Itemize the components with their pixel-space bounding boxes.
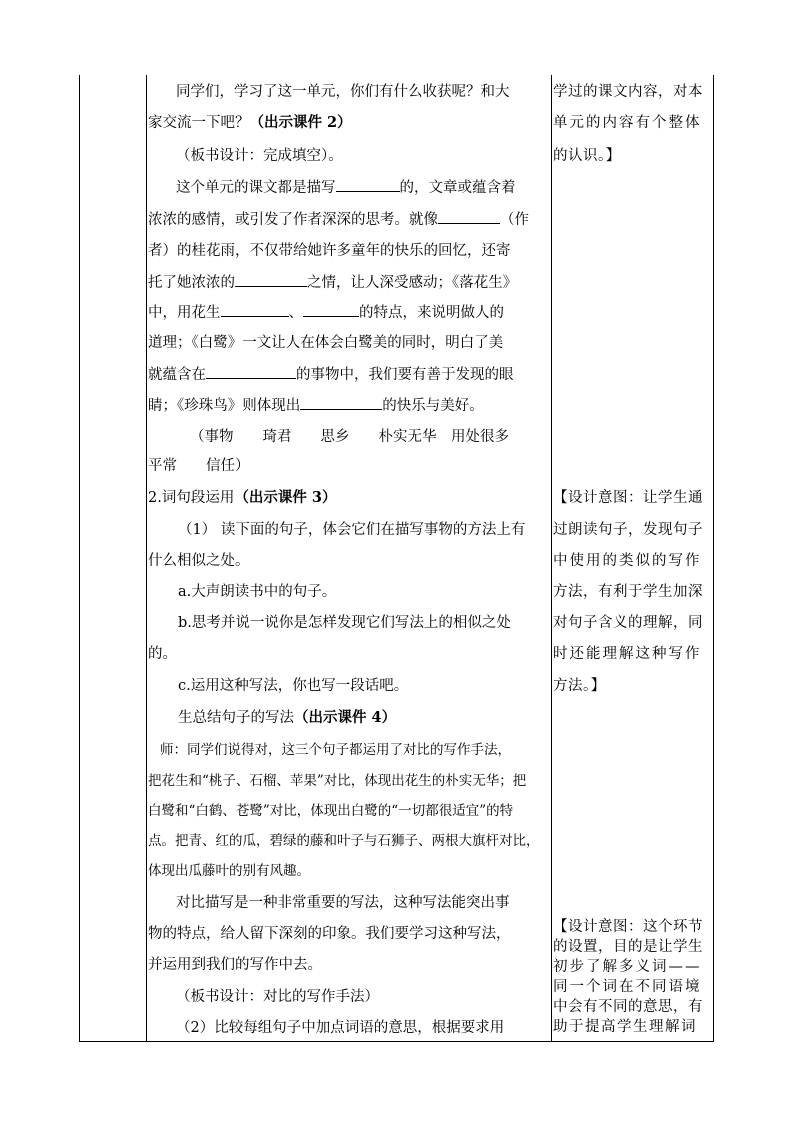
fill-blank-line6: 道理；《白鹭》一文让人在体会白鹭美的同时，明白了美: [148, 335, 504, 351]
note-2-line7: 方法。】: [553, 678, 606, 694]
blank-6: [206, 364, 296, 379]
courseware-ref-4: （出示课件 4）: [294, 709, 397, 726]
table-border-col1: [146, 75, 147, 1042]
note-1-line3: 的认识。】: [553, 148, 621, 164]
teacher-line1: 师：同学们说得对，这三个句子都运用了对比的写作手法，: [160, 742, 511, 758]
fill-blank-line5: 中，用花生 、 的特点，来说明做人的: [148, 302, 504, 323]
blank-3: [235, 272, 307, 287]
note-2-line3: 中使用的类似的写作: [553, 553, 702, 569]
contrast-line3: 并运用到我们的写作中去。: [148, 957, 322, 973]
note-2-line4: 方法，有利于学生加深: [553, 584, 703, 600]
word-bank-line2: 平常 信任）: [148, 458, 250, 474]
board-note-fill: （板书设计：完成填空）。: [176, 148, 343, 164]
fill-blank-line3: 者）的桂花雨，不仅带给她许多童年的快乐的回忆，还寄: [148, 243, 511, 259]
step-a: a.大声朗读书中的句子。: [178, 584, 337, 600]
step-b-line1: b.思考并说一说你是怎样发现它们写法上的相似之处: [178, 615, 511, 631]
blank-4: [221, 302, 289, 317]
blank-5: [303, 302, 359, 317]
note-1-line2: 单元的内容有个整体: [553, 115, 702, 131]
fill-blank-line8: 睛；《珍珠鸟》则体现出 的快乐与美好。: [148, 395, 484, 416]
para-reflection-line2: 家交流一下吧？（出示课件 2）: [148, 114, 352, 131]
blank-7: [300, 395, 382, 410]
note-3-line6: 助于提高学生理解词: [553, 1019, 697, 1035]
teacher-line3: 白鹭和“白鹤、苍鹭”对比，体现出白鹭的“一切都很适宜”的特: [148, 803, 514, 819]
note-3-line4: 同一个词在不同语境: [553, 979, 702, 995]
fill-blank-line2: 浓浓的感情，或引发了作者深深的思考。就像 （作: [148, 209, 529, 230]
note-2-line2: 过朗读句子，发现句子: [553, 522, 703, 538]
teacher-line5: 体现出瓜藤叶的别有风趣。: [148, 863, 310, 879]
contrast-line1: 对比描写是一种非常重要的写法，这种写法能突出事: [176, 895, 510, 911]
note-2-line5: 对句子含义的理解，同: [553, 615, 703, 631]
question-1-line2: 什么相似之处。: [148, 553, 250, 569]
step-b-line2: 的。: [148, 646, 177, 662]
table-border-bottom: [79, 1041, 714, 1042]
board-note-contrast: （板书设计：对比的写作手法）: [176, 989, 379, 1005]
note-1-line1: 学过的课文内容，对本: [553, 84, 703, 100]
teacher-line4: 点。把青、红的瓜，碧绿的藤和叶子与石狮子、两根大旗杆对比，: [148, 833, 540, 849]
note-3-line5: 中会有不同的意思，有: [553, 999, 703, 1015]
note-2-line1: 【设计意图：让学生通: [553, 490, 703, 506]
table-border-col2: [551, 75, 552, 1042]
note-3-line2: 的设置，目的是让学生: [553, 939, 703, 955]
fill-blank-line1: 这个单元的课文都是描写 的，文章或蕴含着: [176, 177, 516, 198]
contrast-line2: 物的特点，给人留下深刻的印象。我们要学习这种写法，: [148, 926, 511, 942]
word-bank-line1: （事物 琦君 思乡 朴实无华 用处很多: [190, 429, 509, 445]
fill-blank-line4: 托了她浓浓的 之情，让人深受感动；《落花生》: [148, 272, 517, 293]
note-3-line1: 【设计意图：这个环节: [553, 919, 703, 935]
question-2: （2）比较每组句子中加点词语的意思，根据要求用: [176, 1020, 505, 1036]
blank-1: [336, 177, 400, 192]
fill-blank-line7: 就蕴含在 的事物中，我们要有善于发现的眼: [148, 364, 514, 385]
teacher-line2: 把花生和“桃子、石榴、苹果”对比，体现出花生的朴实无华；把: [148, 773, 527, 789]
note-2-line6: 时还能理解这种写作: [553, 646, 702, 662]
section-2-heading: 2.词句段运用（出示课件 3）: [148, 489, 337, 506]
table-border-right: [713, 75, 714, 1042]
note-3-line3: 初步了解多义词——: [553, 959, 702, 975]
step-c: c.运用这种写法，你也写一段话吧。: [178, 678, 409, 694]
para-reflection-line1: 同学们，学习了这一单元，你们有什么收获呢？和大: [176, 84, 510, 100]
table-border-left: [79, 75, 80, 1042]
summary-heading: 生总结句子的写法（出示课件 4）: [178, 709, 397, 726]
courseware-ref-2: （出示课件 2）: [249, 114, 352, 131]
courseware-ref-3: （出示课件 3）: [234, 489, 337, 506]
blank-2: [438, 209, 500, 224]
question-1-line1: （1） 读下面的句子，体会它们在描写事物的方法上有: [178, 522, 526, 538]
